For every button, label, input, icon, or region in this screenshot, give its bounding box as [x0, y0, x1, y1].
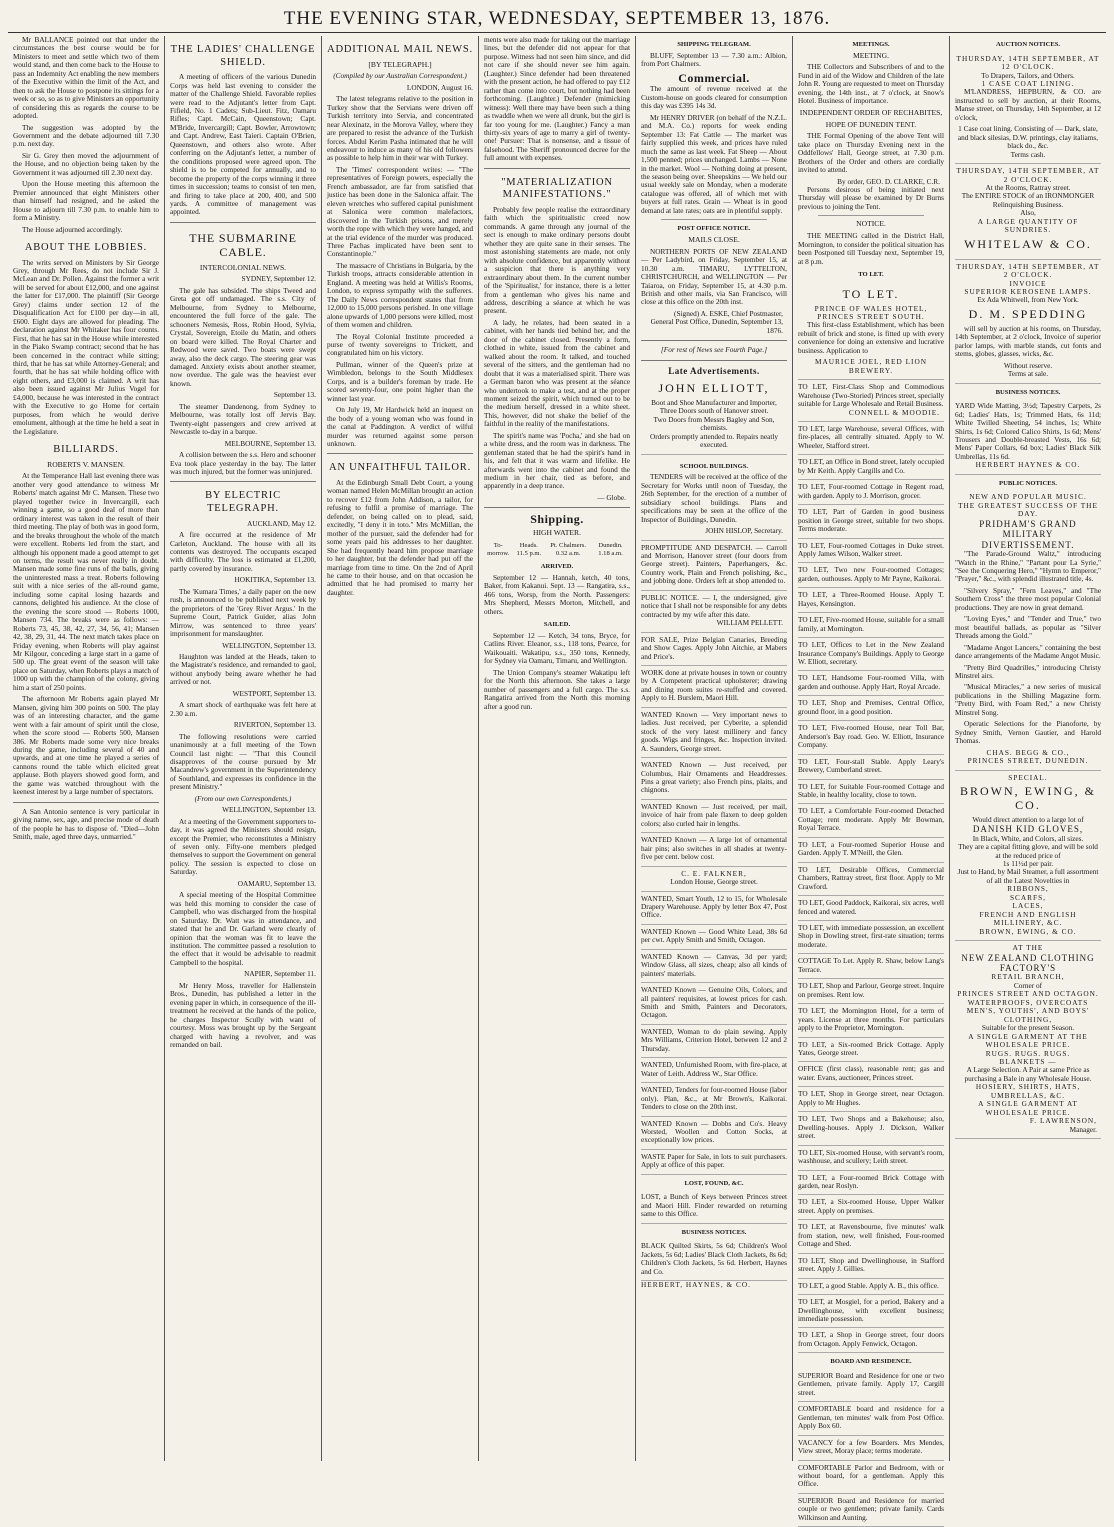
- school-ad: [641, 455, 787, 541]
- tailor-heading: AN UNFAITHFUL TAILOR.: [328, 462, 472, 474]
- business-signature: HERBERT, HAYNES, & CO.: [641, 1280, 751, 1290]
- to-let-ad: TO LET, a Shop in George street, four doors from Octagon. Apply Fenwick, Octagon.: [798, 1328, 944, 1353]
- column-7: [949, 36, 1106, 1461]
- business-notices-heading: BUSINESS NOTICES.: [681, 1228, 747, 1236]
- to-let-ad: TO LET, an Office in Bond street, lately occupied by Mr Keith. Apply Cargills and Co.: [798, 455, 944, 480]
- to-let-ad: TO LET, the Mornington Hotel, for a term of years. License at three months. For particulars apply to the Proprietor, Mornington.: [798, 1004, 944, 1037]
- to-let-ad: TO LET, Good Paddock, Kaikorai, six acres, well fenced and watered.: [798, 896, 944, 921]
- column-1: [8, 36, 164, 1461]
- to-let-ad: COTTAGE To Let. Apply R. Shaw, below Lang's Terrace.: [798, 954, 944, 979]
- yard-body: YARD Wide Matting, 3½d; Tapestry Carpets, 2s 6d; Ladies' Hats, 1s; Trimmed Hats, 6s 11d; White Twilled Sheeting, 54 inches, 1s; White Shirts, 1s 6d; Colored Calico Shirts, 1s 6d; Mens' Trousers and Double-breasted Vests, 16s 6d; Mens' Paper Collars, 6d box; Ladies' Black Silk Umbrellas, 11s 6d.: [955, 401, 1101, 461]
- board-ad: COMFORTABLE Parlor and Bedroom, with or without board, for a gentleman. Apply this Office.: [798, 1461, 944, 1494]
- to-let-ad: TO LET, Four-stall Stable. Apply Leary's Brewery, Cumberland street.: [798, 755, 944, 780]
- corner-label: Corner of: [1013, 980, 1043, 990]
- dateline: HOKITIKA, September 13.: [234, 575, 316, 585]
- to-let-ad: TO LET, Two new Four-roomed Cottages; garden, outhouses. Apply to Mr Payne, Kaikorai.: [798, 563, 944, 588]
- post-signature-2: General Post Office, Dunedin, September 13, 1876.: [650, 317, 783, 335]
- auction-place: At the Rooms, Rattray street.: [985, 182, 1071, 192]
- classified-ad: LOST, a Bunch of Keys between Princes street and Maori Hill. Finder rewarded on returning same to this Office.: [641, 1190, 787, 1223]
- to-let-ad: OFFICE (first class), reasonable rent; gas and water. Evans, auctioneer, Princes street.: [798, 1062, 944, 1087]
- brown-ewing-name: BROWN, EWING, & CO.: [960, 783, 1096, 812]
- tailor-continued: ments were also made for taking out the marriage lines, but the defender did not appear for that purpose. Witness had not seen him since, and did not care if she should never see him again. (Laughter.) Since defender had been threatened with the present action, he had offered to pay £12 rather than come into court, but nothing had been forthcoming. (Laughter.) Defender (mimicking witness): Well there may have been such a thing as twaddle when we were all drunk, but the girl is far too young for me. (Laughter.) Fancy a man thirty-six years of age to marry a girl of twenty-one! Pursuer: That is nonsense, and a tissue of falsehood. The Sheriff pronounced decree for the full amount with expenses.: [484, 35, 630, 163]
- corner-address: PRINCES STREET AND OCTAGON.: [957, 989, 1099, 999]
- reserve-note: Without reserve.: [1003, 360, 1053, 370]
- yard-signature: HERBERT HAYNES & CO.: [975, 460, 1081, 470]
- whitelaw-name: WHITELAW & CO.: [964, 236, 1092, 251]
- auction-date: THURSDAY, 14TH SEPTEMBER, AT 2 O'CLOCK.: [956, 261, 1100, 280]
- public-notices-heading: PUBLIC NOTICES.: [999, 479, 1057, 487]
- divider: [327, 453, 473, 454]
- dateline: WESTPORT, September 13.: [232, 688, 316, 698]
- to-let-ad: TO LET, Five-roomed House, near Toll Bar, Anderson's Bay road. Geo. W. Elliott, Insurance Company.: [798, 721, 944, 754]
- connell-signature: CONNELL & MOODIE.: [848, 407, 940, 417]
- article-paragraph: Mr BALLANCE pointed out that under the circumstances the best course would be for Ministers to meet and settle which two of them would stand, and then come back to the House to pass an Indemnity Act enabling the new members of the Executive within the limit of the Act, and then to ask the House to postpone its sittings for a week or so, so as to give Ministers an opportunity of considering this as regards the course to be adopted.: [13, 35, 159, 121]
- business-notices-heading: BUSINESS NOTICES.: [995, 388, 1061, 396]
- to-let-ad: TO LET, Handsome Four-roomed Villa, with garden and outhouse. Apply Hart, Royal Arcade.: [798, 671, 944, 696]
- music-item: "Silvery Spray," "Fern Leaves," and "The Southern Cross" the three most popular Colonial productions. They are now in great demand.: [955, 585, 1101, 612]
- classified-ad: WANTED Known — Dobbs and Co's. Heavy Worsted, Woollen and Cotton Socks, at exceptionally low prices.: [641, 1117, 787, 1150]
- mail-body: Pullman, winner of the Queen's prize at Wimbledon, belongs to the South Middlesex Corps, and is a builder's foreman by trade. He scored seventy-four, one point higher than the winner last year.: [327, 359, 473, 403]
- season-note: Suitable for the present Season.: [981, 1023, 1075, 1033]
- elliott-ad: [641, 376, 787, 455]
- brown-ewing-ad: [955, 771, 1101, 942]
- classified-ad: WANTED Known — Very important news to ladies. Just received, per Cyberite, a splendid stock of the very latest millinery and fancy goods. Wigs and fringes, &c. Inspection invited. A. Saunders, George street.: [641, 708, 787, 758]
- auction-notices-heading: AUCTION NOTICES.: [995, 41, 1061, 48]
- mails-close-label: MAILS CLOSE.: [688, 234, 740, 244]
- order-body-2: Persons desirous of being initiated next Thursday will please be examined by Dr Burns previous to joining the Tent.: [798, 185, 944, 211]
- to-let-ad: TO LET, Part of Garden in good business position in George street, suitable for two shops. Terms moderate.: [798, 505, 944, 538]
- to-let-ad: TO LET, a Six-roomed Brick Cottage. Apply Yates, George street.: [798, 1038, 944, 1063]
- dateline: RIVERTON, September 13.: [233, 720, 316, 730]
- music-heading: NEW AND POPULAR MUSIC.: [969, 492, 1087, 502]
- nz-clothing-title: NEW ZEALAND CLOTHING FACTORY'S: [961, 952, 1095, 973]
- at-the-label: AT THE: [1012, 943, 1044, 953]
- commercial-body: Mr HENRY DRIVER (on behalf of the N.Z.L. and M.A. Co.) reports for week ending September 13: Fat Cattle — The market was fairly supplied this week, and prices have ruled much the same as last week. Fat Sheep — About 1,500 penned; prices unchanged. Lambs — None in the market. Wool — Nothing doing at present, the season being over. Sheepskins — We held our usual weekly sale on Monday, when a moderate catalogue was offered, all of which met with buyers at full rates. Grain — Wheat is in good demand at late rates; oats are in plentiful supply.: [641, 112, 787, 215]
- to-let-ad: TO LET, at Ravensbourne, five minutes' walk from station, new, well finished, Four-roomed Cottage and Shed.: [798, 1220, 944, 1253]
- classified-ad: WANTED, Unfurnished Room, with fire-place, at Water of Leith. Address W., Star Office.: [641, 1058, 787, 1083]
- divider: [13, 802, 159, 803]
- spedding-body: will sell by auction at his rooms, on Thursday, 14th September, at 2 o'clock, Invoice of superior parlor lamps, with marble stands, cut fonts and stems, globes, glasses, wicks, &c.: [955, 323, 1101, 359]
- to-let-big: TO LET.: [842, 286, 900, 301]
- to-let-ad: TO LET, a Four-roomed Superior House and Garden. Apply T. M'Neill, the Glen.: [798, 838, 944, 863]
- order-subheading: HOPE OF DUNEDIN TENT.: [825, 119, 917, 129]
- music-item: "Pretty Bird Quadrilles," introducing Christy Minstrel airs.: [955, 662, 1101, 680]
- meeting-body: THE Collectors and Subscribers of and to the Fund in aid of the Widow and Children of the late John R. Young are requested to meet on Thursday evening, the 14th inst., at 7 o'clock, at Snow's Hotel. Business of importance.: [798, 62, 944, 106]
- post-office-heading: POST OFFICE NOTICE.: [677, 225, 751, 233]
- also-label: Also,: [1020, 208, 1036, 218]
- divider: [641, 360, 787, 361]
- ladies-shield-heading: THE LADIES' CHALLENGE SHIELD.: [170, 44, 316, 68]
- dateline: LONDON, August 16.: [406, 82, 473, 92]
- terms-at-sale: Terms at sale.: [1007, 369, 1049, 379]
- mail-steamer-note: Just to Hand, by Mail Steamer, a full assortment of all the Latest Novelties in: [957, 867, 1099, 885]
- classified-ad: FOR SALE, Prize Belgian Canaries, Breeding and Show Cages. Apply John Aitchie, at Mabers and Price's.: [641, 633, 787, 666]
- classified-ad: WANTED Known — A large lot of ornamental hair pins; also switches in all shades at twenty-five per cent. below cost.: [641, 833, 787, 866]
- classified-ad: WANTED, Woman to do plain sewing. Apply Mrs Williams, Criterion Hotel, between 12 and 2 Thursday.: [641, 1025, 787, 1058]
- auction-ad-2: [955, 164, 1101, 260]
- classified-ad: WASTE Paper for Sale, in lots to suit purchasers. Apply at office of this paper.: [641, 1150, 787, 1175]
- columns: [8, 35, 1106, 1522]
- mail-body: The 'Times' correspondent writes: — "The representatives of Foreign powers, especially the French ambassador, are far from satisfied that justice has been done in the Salonica affair. The eleven wretches who suffered capital punishment at Salonica were common malefactors, discovered in the Turkish prisons, and merely worth the rope with which they were hanged, and at the trial evidence of the murder was produced. Three Pachas implicated have been sent to Constantinople.": [327, 164, 473, 259]
- sundries: A LARGE QUANTITY OF SUNDRIES.: [977, 216, 1079, 235]
- prince-of-wales-body: This first-class Establishment, which has been rebuilt of brick and stone, is fitted up with every convenience for doing an extensive and lucrative business. Application to: [798, 320, 944, 355]
- elliott-extra: Two Doors from Messrs Bagley and Son, chemists.: [653, 414, 775, 433]
- column-5: [635, 36, 792, 1461]
- manager-title: Manager.: [1069, 1124, 1097, 1134]
- mail-news-note: (Compiled by our Australian Correspondent.): [333, 71, 467, 81]
- auction-ad-1: [955, 52, 1101, 164]
- music-ad: [955, 490, 1101, 770]
- classified-ad: WANTED Known — Just received, per Columbus, Hair Ornaments and Headdresses. Pins a great variety; also French pins, plaits, and chignons.: [641, 758, 787, 800]
- to-let-ad: TO LET, Desirable Offices, Commercial Chambers, Rattray street, first floor. Apply to Mr Crawford.: [798, 863, 944, 896]
- dateline: NAPIER, September 11.: [244, 969, 316, 979]
- masthead: THE EVENING STAR, WEDNESDAY, SEPTEMBER 13, 1876.: [8, 0, 1106, 33]
- invoice-label: INVOICE: [1009, 278, 1047, 288]
- connell-body: TO LET, First-Class Shop and Commodious Warehouse (Two-Storied) Princes street, specially suitable for Large Wholesale and Retail Business.: [798, 382, 944, 409]
- mail-body: On July 19, Mr Hardwick held an inquest on the body of a young woman who was found in the canal at Paddington. A verdict of wilful murder was returned against some person unknown.: [327, 405, 473, 448]
- post-office-body: NORTHERN PORTS OF NEW ZEALAND — Per Ladybird, on Friday, September 15, at 10.30 a.m. TIMARU, LYTTELTON, CHRISTCHURCH, and WELLINGTON — Per Taiaroa, on Friday, September 15, at 4.30 p.m. British and other mails, via San Francisco, will close at this office on the 20th inst.: [641, 246, 787, 307]
- mail-news-subheading: [BY TELEGRAPH.]: [368, 59, 432, 69]
- meeting-title: MEETING.: [852, 50, 890, 60]
- music-item: Operatic Selections for the Pianoforte, by Sydney Smith, Vernon Gautier, and Harold Thomas.: [955, 719, 1101, 746]
- classified-ad: WANTED Known — Genuine Oils, Colors, and all painters' requisites, at lowest prices for cash. Smith and Smith, Painters and Decorators, Octagon.: [641, 983, 787, 1025]
- classified-ad: WANTED, Tenders for four-roomed House (labor only). Plan, &c., at Mr Brown's, Kaikorai. Tenders to close on the 20th inst.: [641, 1083, 787, 1116]
- classified-ad: WANTED Known — Just received, per mail, invoice of hair from pale flaxen to deep golden colors; also curled hair in lengths.: [641, 800, 787, 833]
- school-signature: JOHN HISLOP, Secretary.: [705, 526, 783, 536]
- late-ads-heading: Late Advertisements.: [668, 365, 760, 376]
- waterproofs: WATERPROOFS, OVERCOATS MEN'S, YOUTHS', AND BOYS' CLOTHING,: [966, 997, 1090, 1024]
- elliott-trade: Boot and Shoe Manufacturer and Importer,: [651, 398, 777, 408]
- tail-paragraph: A San Antonio sentence is very particular in giving name, sex, age, and precise mode of death of the people he has to dispose of. "Died—John Smith, male, aged three days, unmarried.": [13, 806, 159, 842]
- column-3: [321, 36, 478, 1461]
- mail-body: The Royal Colonial Institute proceeded a purse of twenty sovereigns to Trickett, and congratulated him on his victory.: [327, 331, 473, 358]
- lobbies-heading: ABOUT THE LOBBIES.: [24, 241, 148, 253]
- to-let-ad: TO LET, Offices to Let in the New Zealand Insurance Company's Buildings. Apply to George W. Elliott, secretary.: [798, 638, 944, 671]
- dateline: WELLINGTON, September 13.: [222, 805, 316, 815]
- music-item: "The Parade-Ground Waltz," introducing "Watch in the Rhine," "Partant pour La Syrie," "See the Conquering Hero," "Hymn to Emperor," "Prayer," &c., with splendid illustrated title, 4s.: [955, 549, 1101, 584]
- auction-ad-3: [955, 260, 1101, 384]
- clothing-ad: [955, 941, 1101, 1139]
- telegraph-body: A fire occurred at the residence of Mr Carleton, Auckland. The house with all its contents was destroyed. The occupants escaped with difficulty. The loss is estimated at £1,200, partly covered by insurance.: [170, 530, 316, 573]
- falkner-name: C. E. FALKNER,: [681, 868, 747, 878]
- to-let-ad: TO LET, a Four-roomed Brick Cottage with garden, near Roslyn.: [798, 1171, 944, 1196]
- pridhams-title: PRIDHAM'S GRAND MILITARY DIVERTISSEMENT.: [979, 518, 1077, 550]
- materialization-source: — Globe.: [597, 492, 626, 502]
- telegraph-body: At a meeting of the Government supporters to-day, it was agreed the Ministers should resign, except the Premier, who reconstitutes a Ministry of seven only. Fifty-one members pledged themselves to support the Government on general policy. The session is expected to close on Saturday.: [170, 816, 316, 877]
- divider: [484, 507, 630, 508]
- high-water-cell: Heads. 11.5 p.m.: [516, 542, 542, 557]
- to-let-ad: TO LET, Two Shops and a Bakehouse; also, Dwelling-houses. Apply J. Dickson, Walker street.: [798, 1112, 944, 1145]
- gloves-colors: In Black, White, and Colors, all sizes.: [972, 833, 1084, 843]
- classified-ad: WORK done at private houses in town or country by A Competent practical upholsterer; drawing and dining room suites re-stuffed and covered. Apply to H. Burslem, Maori Hill.: [641, 666, 787, 708]
- to-let-ad: TO LET, Shop in George street, near Octagon. Apply to Mr Hughes.: [798, 1087, 944, 1112]
- to-let-ad: TO LET, for Suitable Four-roomed Cottage and Stable, in healthy locality, close to town.: [798, 780, 944, 805]
- high-water-table: [484, 541, 630, 558]
- billiards-body: At the Temperance Hall last evening there was another very good attendance to witness Mr Roberts' match against Mr C. Mansen. These two played together twice in Invercargill, each winning a game, so a good deal of more than ordinary interest was taken in the result of their third meeting. The play of both was in good form, and the breaks throughout the whole of the match were excellent. Roberts led from the start, and although his opponent made a good attempt to get on terms, the result was never really in doubt. Mansen made some fine runs of the balls, giving the uninterested mass a treat. Roberts following suit with a nice series of the all-round game, including some capital losing hazards and cannons, delighted his audience. At the close of the evening the score stood — Roberts 1000, Mansen 734. The breaks were as follows: — Roberts 73, 45, 38, 42, 27, 34, 56, 41; Mansen 42, 38, 29, 31, 44. The next match takes place on Friday evening, when Roberts will play against Mr Kilgour, conceding a large start in a game of 500 up. The great event of the season will take place on Saturday, when Roberts plays a match of 1000 up with the champion of the colony, giving him a start of 250 points.: [13, 471, 159, 692]
- terms-cash: Terms cash.: [1010, 149, 1046, 159]
- board-ad: COMFORTABLE board and residence for a Gentleman, ten minutes' walk from Post Office. Apply Box 60.: [798, 1402, 944, 1435]
- auction-date: THURSDAY, 14TH SEPTEMBER, AT 2 O'CLOCK.: [956, 166, 1100, 184]
- rest-of-news-note: [For rest of News see Fourth Page.]: [660, 345, 768, 355]
- classified-ad: PROMPTITUDE AND DESPATCH. — Carroll and Morrison, Hanover street (four doors from George street). Painters, Paperhangers, &c. Country work, Plain and French polishing, &c., and jobbing done. Orders left at shop attended to.: [641, 541, 787, 591]
- millinery: FRENCH AND ENGLISH MILLINERY, &C.: [979, 909, 1077, 928]
- to-let-ad: TO LET, Four-roomed Cottages in Duke street. Apply James Wilson, Walker street.: [798, 539, 944, 564]
- to-let-ad: TO LET, large Warehouse, several Offices, with fire-places, all centrally situated. Apply to W. Wheeler, Stafford street.: [798, 422, 944, 455]
- to-let-ad: TO LET, Shop and Dwellinghouse, in Stafford street. Apply J. Gillies.: [798, 1254, 944, 1279]
- dateline: OAMARU, September 13.: [237, 878, 316, 888]
- to-let-ad: TO LET, Four-roomed Cottage in Regent road, with garden. Apply to J. Morrison, grocer.: [798, 480, 944, 505]
- ribbons: RIBBONS,: [1007, 884, 1049, 894]
- to-let-ad: TO LET, Shop and Parlour, George street. Inquire on premises. Rent low.: [798, 979, 944, 1004]
- auction-body: The ENTIRE STOCK of an IRONMONGER Relinquishing Business.: [961, 191, 1095, 209]
- falkner-ad: [641, 867, 787, 892]
- wholesale-note: A SINGLE GARMENT AT THE WHOLESALE PRICE.: [968, 1031, 1088, 1050]
- sailed-body-2: The Union Company's steamer Wakatipu left for the North this afternoon. She takes a large number of passengers and a full cargo. The s.s. Rangatira arrived from the North this morning after a good run.: [484, 667, 630, 711]
- divider: [170, 481, 316, 482]
- scarfs: SCARFS,: [1009, 892, 1046, 902]
- board-ad: VACANCY for a few Boarders. Mrs Mendes, View street, Moray place; terms moderate.: [798, 1436, 944, 1461]
- music-item: "Loving Eyes," and "Tender and True," two most beautiful ballads, as popular as "Silver Threads among the Gold.": [955, 614, 1101, 641]
- column-4: [478, 36, 635, 1461]
- sailed-label: SAILED.: [543, 621, 571, 629]
- blankets: BLANKETS —: [999, 1056, 1057, 1066]
- board-residence-heading: BOARD AND RESIDENCE.: [830, 1358, 912, 1366]
- telegraph-body: A special meeting of the Hospital Committee was held this morning to consider the case of Campbell, who was discharged from the hospital on Saturday. Dr. Watt was in attendance, and stated that he and Dr. Garland were clearly of opinion that the woman was fit to leave the institution. The committee passed a resolution to the effect that it would be advisable to readmit Campbell to the hospital.: [170, 890, 316, 967]
- order-body: THE Formal Opening of the above Tent will take place on Thursday Evening next in the Oddfellows' Hall, George street, at 7.30 p.m. Brothers of the Order and others are cordially invited to attend.: [798, 131, 944, 175]
- auction-item: 1 CASE COAT LINING.: [981, 79, 1075, 88]
- ladies-shield-body: A meeting of officers of the various Dunedin Corps was held last evening to consider the matter of the Challenge Shield. Favorable replies were read to the Adjutant's letter from Capt. Fifield, No. 1 Cadets; Sub-Lieut. Fitz, Oamaru Rifles; Capt. McCain, Queenstown; Capt. M'Bride, Invercargill; Capt. Bowler, Arrowtown; and Capt. Andrew, East Taieri. Captain O'Brien, Queenstown, and others also wrote. After conferring on the Adjutant's letter, a number of the conditions proposed were agreed upon. The shield is to be competed for annually, and to become the property of the corps winning it three times in succession; teams to consist of ten men, and firing to take place at 200, 400, and 500 yards. A committee of management was appointed.: [170, 72, 316, 217]
- to-let-ad: TO LET, at Mosgiel, for a period, Bakery and a Dwellinghouse, with excellent business; immediate possession.: [798, 1295, 944, 1328]
- shipping-telegram-body: BLUFF, September 13 — 7.30 a.m.: Albion, from Port Chalmers.: [641, 50, 787, 69]
- gloves-pricing: They are a capital fitting glove, and will be sold at the reduced price of: [958, 842, 1098, 860]
- kerosene-lamps: SUPERIOR KEROSENE LAMPS.: [964, 286, 1092, 296]
- to-let-ad: TO LET, Shop and Premises, Central Office, ground floor, in a good position.: [798, 696, 944, 721]
- notice-body: THE MEETING called in the District Hall, Mornington, to consider the political situation has been Postponed till Tuesday next, September 19, at 8 p.m.: [798, 231, 944, 266]
- dateline: September 13.: [273, 390, 316, 400]
- yard-ad: [955, 399, 1101, 475]
- sailed-body: September 12 — Ketch, 34 tons, Bryce, for Catlins River. Eleanor, s.s., 118 tons, Pearce, for Waikouaiti. Wakatipu, s.s., 350 tons, Kennedy, for Sydney via Oamaru, Timaru, and Wellington.: [484, 630, 630, 666]
- mail-body: The latest telegrams relative to the position in Turkey show that the Servians were driven off Turkish territory into Servia, and concentrated near Alexinatz, in the Morova Valley, where they are prepared to resist the advance of the Turkish forces. Abdul Kerim Pasha intimated that he will endeavour to induce as many of his old followers as possible to help him in their war with Turkey.: [327, 94, 473, 163]
- hosiery: HOSIERY, SHIRTS, HATS,: [975, 1082, 1081, 1092]
- column-6: [792, 36, 949, 1522]
- own-correspondents-note: (From our own Correspondents.): [194, 793, 292, 803]
- dateline: AUCKLAND, May 12.: [247, 518, 316, 528]
- telegraph-body: The 'Kumara Times,' a daily paper on the new rush, is announced to be published next week by the proprietors of the 'Grey River Argus.' In the Supreme Court, Patrick Guider, alias John Mirrow, was sentenced to three years' imprisonment for manslaughter.: [170, 586, 316, 639]
- divider: [818, 215, 924, 216]
- high-water-cell: Pt. Chalmers. 0.32 a.m.: [550, 542, 586, 557]
- tailor-body: At the Edinburgh Small Debt Court, a young woman named Helen McMillan brought an action to recover £12 from John Addison, a tailor, for refusing to fulfil a promise of marriage. The defender, on being called on to plead, said, excitedly, "I deny it in toto." Mrs McMillan, the mother of the pursuer, said the defender had for some years paid his addresses to her daughter. She had frequently heard him propose marriage to her daughter, but the defender had put off the marriage from time to time. On the 2nd of April he came to their house, and on that occasion he admitted that he had promised to marry her daughter.: [327, 478, 473, 597]
- dateline: MELBOURNE, September 13.: [224, 438, 316, 448]
- auction-audience: To Drapers, Tailors, and Others.: [981, 70, 1075, 80]
- billiards-heading: BILLIARDS.: [53, 444, 119, 456]
- cable-body: The steamer Dandenong, from Sydney to Melbourne, was totally lost off Jervis Bay. Twenty-eight passengers and crew arrived at Newcastle to-day in a barque.: [170, 401, 316, 437]
- brown-ewing-signature: BROWN, EWING, & CO.: [979, 926, 1077, 936]
- rugs: RUGS. RUGS. RUGS.: [985, 1048, 1071, 1058]
- submarine-cable-heading: THE SUBMARINE CABLE.: [189, 230, 297, 260]
- telegraph-body: Haughton was landed at the Heads, taken to the Magistrate's residence, and remanded to gaol, without anybody being aware whether he had arrived or not.: [170, 651, 316, 687]
- falkner-address: London House, George street.: [670, 877, 758, 887]
- auction-body: M'LANDRESS, HEPBURN, & CO. are instructed to sell by auction, at their Rooms, Manse street, on Thursday, 14th September, at 12 o'clock,: [955, 87, 1101, 122]
- high-water-cell: To-morrow.: [487, 542, 510, 557]
- dateline: WELLINGTON, September 13.: [222, 640, 316, 650]
- blankets-note: A Large Selection. A Pair at same Price as purchasing a Bale in any Wholesale House.: [964, 1065, 1092, 1083]
- lost-found-heading: LOST, FOUND, &C.: [684, 1179, 744, 1187]
- classified-ad: WANTED Known — Good White Lead, 38s 6d per cwt. Apply Smith and Smith, Octagon.: [641, 925, 787, 950]
- classified-ad: BLACK Quilted Skirts, 5s 6d; Children's Wool Jackets, 5s 6d; Ladies' Black Cloth Jackets, 8s 6d; Children's Cloth Jackets, 5s 6d. Herbert, Haynes and Co.: [641, 1239, 787, 1281]
- post-signature: (Signed) A. ESKE, Chief Postmaster,: [674, 308, 783, 318]
- laces: LACES,: [1012, 901, 1044, 911]
- arrived-label: ARRIVED.: [540, 563, 574, 571]
- arrived-body: September 12 — Hannah, ketch, 40 tons, Baker, from Kakanui. Sept. 13 — Rangatira, s.s., 466 tons, Worsp, from the North. Passengers: Mrs Shepherd, Messrs Morton, Mitchell, and others.: [484, 573, 630, 616]
- order-signature: By order, GEO. D. CLARKE, C.R.: [837, 176, 940, 186]
- cable-body: The gale has subsided. The ships Tweed and Greta got off undamaged. The s.s. City of Melbourne, from Sydney to Melbourne, encountered the full force of the gale. The schooners Nemesis, Ross, Robin Hood, Sylvia, Crystal, Sovereign, Etoile du Matin, and others on board were killed. The Royal Charter and Redwood were saved. Two boats were swept away, also the deck cargo. The steering gear was damaged. Anxiety exists about another steamer, now overdue. The gale was the heaviest ever known.: [170, 285, 316, 388]
- elliott-name: JOHN ELLIOTT,: [658, 381, 770, 396]
- billiards-subheading: ROBERTS V. MANSEN.: [47, 459, 125, 469]
- classified-ad: WANTED, Smart Youth, 12 to 15, for Wholesale Drapery Warehouse. Apply by letter Box 47, Post Office.: [641, 892, 787, 925]
- billiards-body-2: The afternoon Mr Roberts again played Mr Mansen, giving him 300 points on 500. The play was of an interesting character, and the game went with a fair amount of spirit until the close, when the score stood — Roberts 500, Mansen 386. Mr Roberts made some very nice breaks during the game, including several of 40 and upwards, and at one time he played a series of cannons round the table which elicited great applause. Both players showed good form, and the game was watched throughout with the keenest interest by a large number of spectators.: [13, 694, 159, 797]
- prince-of-wales-ad: [798, 282, 944, 381]
- notice-heading: NOTICE.: [856, 219, 886, 229]
- article-paragraph: Sir G. Grey then moved the adjournment of the House, and no objection being taken by the Government it was adjourned till 2.30 next day.: [13, 150, 159, 177]
- telegraph-body: A smart shock of earthquake was felt here at 2.30 a.m.: [170, 700, 316, 718]
- public-notice-ad: [641, 591, 787, 633]
- lobbies-body: The writs served on Ministers by Sir George Grey, through Mr Rees, do not include Sir J. McLean and Dr. Pollen. Against the former a writ will be served for about £12,000, and one against the latter for £17,000. The plaintiff (Sir George Grey) claims under section 12 of the Disqualification Act for £100 per day—in all, £600. Eight days are allowed for pleading. The declaration against Mr Whitaker has four counts. First, that he has sat in the House while interested in the Piako Swamp contract; second that he has been concerned in the contract while sitting; third, that he has sat while Attorney-General; and fourth, that he has sat while holding office with eight others, and £3,000 is claimed. A writ has also been issued against Mr Julius Vogel for £4,000, because he was interested in the contract with the Executive to go Home for certain purposes, from which he would derive emolument, although at the time he held a seat in the Legislature.: [13, 257, 159, 436]
- begg-address: PRINCES STREET, DUNEDIN.: [967, 756, 1089, 766]
- to-let-ad: TO LET, Five-roomed House, suitable for a small family, at Mornington.: [798, 613, 944, 638]
- cable-body: A collision between the s.s. Hero and schooner Eva took place yesterday in the bay. The latter was much injured, but the former was uninjured.: [170, 450, 316, 476]
- high-water-heading: HIGH WATER.: [533, 528, 581, 538]
- meetings-heading: MEETINGS.: [852, 41, 890, 48]
- school-heading: SCHOOL BUILDINGS.: [679, 462, 749, 470]
- prince-of-wales-name: PRINCE OF WALES HOTEL, PRINCES STREET SOUTH.: [814, 303, 928, 321]
- elliott-address: Three Doors south of Hanover street.: [659, 406, 769, 416]
- materialization-body: Probably few people realise the extraordinary faith which the spiritualistic creed now commands. A game through any journal of the sect is enough to make ordinary persons doubt whether they are quite sane in their senses. The most astonishing statements are made, not only with absolute confidence, but apparently without a suspicion that there is anything very extraordinary about them. In the current number of the 'Spiritualist,' for instance, there is a letter from a gentleman who gives his name and address, describing a séance at which he was present.: [484, 204, 630, 316]
- music-subheading: THE GREATEST SUCCESS OF THE DAY.: [958, 500, 1098, 519]
- shipping-telegram-heading: SHIPPING TELEGRAM.: [677, 41, 751, 48]
- public-notice-body: PUBLIC NOTICE. — I, the undersigned, give notice that I shall not be responsible for any debts contracted by my wife after this date.: [641, 592, 787, 619]
- to-let-ad: TO LET, a Comfortable Four-roomed Detached Cottage; rent moderate. Apply Mr Bowman, Royal Terrace.: [798, 804, 944, 837]
- auction-date: THURSDAY, 14TH SEPTEMBER, AT 12 O'CLOCK.: [956, 53, 1100, 72]
- shipping-heading: Shipping.: [530, 512, 584, 527]
- divider: [484, 168, 630, 169]
- materialization-heading: "MATERIALIZATION MANIFESTATIONS.": [501, 176, 613, 201]
- spedding-name: D. M. SPEDDING: [968, 306, 1088, 321]
- divider: [661, 219, 767, 220]
- dateline: SYDNEY, September 12.: [241, 274, 316, 284]
- prince-of-wales-signature: MAURICE JOEL, RED LION BREWERY.: [815, 357, 927, 375]
- divider: [641, 340, 787, 341]
- materialization-body: A lady, he relates, had been seated in a cabinet, with her hands tied behind her, and the door of the cabinet closed. Presently a form, clothed in white, issued from the cabinet and walked about the room. It talked, and touched several of the sitters, and the gentleman had no doubt that it was a materialised spirit. There was a German baron who was present at the séance who undertook to make a test, and at the proper moment seized the spirit, which turned out to be the medium herself, dressed in a white sheet. This, however, did not shake the belief of the faithful in the reality of the manifestations.: [484, 317, 630, 429]
- classified-ad: WANTED Known — Canvas, 3d per yard; Window Glass, all sizes, cheap; also all kinds of painters' materials.: [641, 950, 787, 983]
- divider: [170, 222, 316, 223]
- intercolonial-subheading: INTERCOLONIAL NEWS.: [199, 262, 287, 272]
- music-item: "Madame Angot Lancers," containing the best dance arrangements of the Madame Angot Music.: [955, 642, 1101, 661]
- mail-news-heading: ADDITIONAL MAIL NEWS.: [327, 44, 473, 55]
- music-item: "Musical Miracles," a new series of musical publications in the Shilling Magazine form. "Pretty Bird, with Foam Red," a new Christy Minstrel Song.: [955, 682, 1101, 717]
- to-let-ad: TO LET, a Six-roomed House, Upper Walker street. Apply on premises.: [798, 1195, 944, 1220]
- umbrellas: UMBRELLAS, &C.: [990, 1090, 1066, 1100]
- auction-detail: 1 Case coat lining. Consisting of — Dark, slate, and black silesias, D.W. printings, clay italiams, black do., &c.: [957, 124, 1099, 151]
- to-let-heading: TO LET.: [858, 270, 884, 278]
- article-paragraph: Upon the House meeting this afternoon the Premier announced that eight Ministers other than himself had resigned, and he asked the House to adjourn till 7.30 p.m. to enable him to form a Ministry.: [13, 179, 159, 223]
- ship-origin: Ex Ada Whitwell, from New York.: [977, 295, 1079, 305]
- commercial-body: The amount of revenue received at the Custom-house on goods cleared for consumption this day was £395 14s 3d.: [641, 84, 787, 111]
- column-2: [164, 36, 321, 1461]
- to-let-ad: TO LET, Six-roomed House, with servant's room, washhouse, and scullery; Leith street.: [798, 1146, 944, 1171]
- elliott-tail: Orders promptly attended to. Repairs neatly executed.: [649, 431, 779, 450]
- article-paragraph: The suggestion was adopted by the Government and the debate adjourned till 7.30 p.m. next day.: [13, 122, 159, 149]
- connell-ad: [798, 380, 944, 422]
- gloves-price: 1s 11½d per pair.: [1002, 859, 1054, 869]
- materialization-body: The spirit's name was 'Pocha,' and she had on a white dress, and the room was in darkness. The gentleman stated that he had the spirit's hand in his, and felt that it was warm and lifelike. He afterwards went into the cabinet and found the medium in her chair, tied as before, and apparently in a deep trance.: [484, 430, 630, 491]
- telegraph-body: Mr Henry Moss, traveller for Hallenstein Bros., Dunedin, has published a letter in the evening paper in which, in consequence of the ill-treatment he received at the hands of the police, he charges Inspector Scully with want of courtesy. Moss was brought up by the Sergeant charged with having a revolver, and was remanded on bail.: [170, 980, 316, 1049]
- high-water-cell: Dunedin. 1.18 a.m.: [598, 542, 623, 557]
- gloves-title: DANISH KID GLOVES,: [972, 824, 1084, 835]
- retail-branch: RETAIL BRANCH,: [991, 972, 1065, 982]
- article-paragraph: The House adjourned accordingly.: [22, 224, 123, 234]
- to-let-ad: TO LET, a good Stable. Apply A. B., this office.: [798, 1279, 944, 1295]
- to-let-ad: TO LET, with immediate possession, an excellent Shop in Dowling street, first-rate situation; terms moderate.: [798, 921, 944, 954]
- telegraph-body: The following resolutions were carried unanimously at a full meeting of the Town Council last night: — "That this Council disapproves of the course pursued by Mr Macandrew's government in the Superintendency of Southland, and expresses its confidence in the present Ministry.": [170, 731, 316, 792]
- brown-ewing-body: Would direct attention to a large lot of: [972, 814, 1084, 824]
- mail-body: The massacre of Christians in Bulgaria, by the Turkish troops, attracts considerable attention in England. A meeting was held at Willis's Rooms, London, to express sympathy with the sufferers. The Daily News correspondent states that from 12,000 to 15,000 persons perished. In one village alone upwards of 1,000 persons were killed, most of them women and children.: [327, 260, 473, 330]
- board-ad: SUPERIOR Board and Residence for one or two Gentlemen, private family. Apply 17, Cargill street.: [798, 1369, 944, 1402]
- order-heading: INDEPENDENT ORDER OF RECHABITES,: [799, 107, 943, 117]
- telegraph-heading: BY ELECTRIC TELEGRAPH.: [205, 490, 281, 515]
- to-let-ad: TO LET, a Three-Roomed House. Apply T. Hayes, Kensington.: [798, 588, 944, 613]
- lawrenson-name: F. LAWRENSON,: [1029, 1116, 1097, 1126]
- special-label: SPECIAL.: [1008, 772, 1048, 782]
- school-body: TENDERS will be received at the office of the Secretary for Works until noon of Tuesday, the 26th September, for the erection of a number of subsidiary school buildings. Plans and specifications may be seen at the office of the Inspector of Buildings, Dunedin.: [641, 472, 787, 524]
- commercial-heading: Commercial.: [678, 70, 750, 85]
- board-ad: SUPERIOR Board and Residence for married couple or two gentlemen; private family. Cards Wilkinson and Aunting.: [798, 1494, 944, 1527]
- wholesale-note-2: A SINGLE GARMENT AT WHOLESALE PRICE.: [978, 1099, 1078, 1117]
- public-notice-signature: WILLIAM PELLETT.: [716, 618, 783, 628]
- begg-name: CHAS. BEGG & CO.,: [986, 747, 1070, 757]
